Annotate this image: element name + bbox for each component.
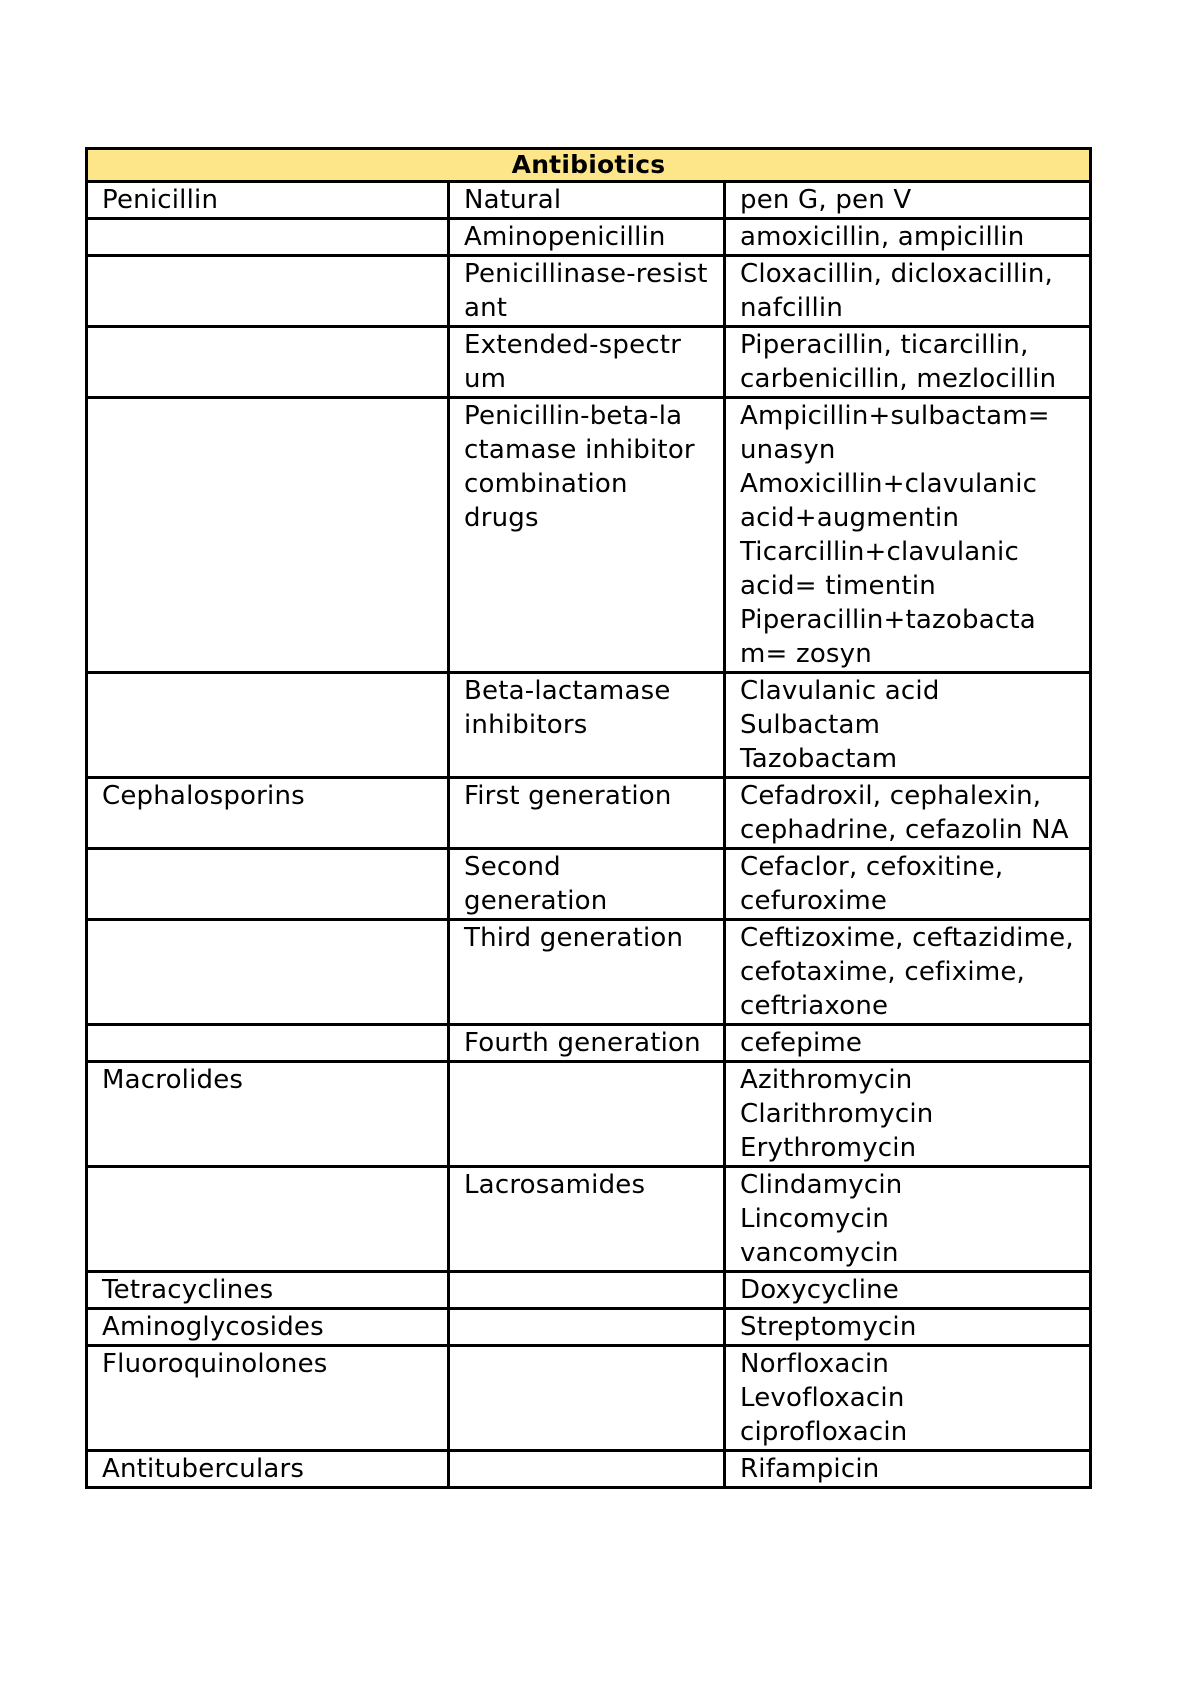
table-row: [87, 1309, 1091, 1346]
drug-subclass-cell: Natural: [449, 182, 725, 219]
drug-class-cell: [87, 256, 449, 327]
table-row: [87, 778, 1091, 849]
drug-example-line: Piperacillin, ticarcillin, carbenicillin, mezlocillin: [740, 330, 1057, 394]
table-body: [87, 182, 1091, 1488]
drug-subclass-cell: Penicillin-beta-la ctamase inhibitor combination drugs: [449, 398, 725, 673]
drug-example-line: Clavulanic acid: [740, 676, 940, 706]
drug-class-cell: Antituberculars: [87, 1451, 449, 1488]
drug-examples-cell: [725, 778, 1091, 849]
drug-class-cell: Fluoroquinolones: [87, 1346, 449, 1451]
drug-subclass-cell: Beta-lactamase inhibitors: [449, 673, 725, 778]
table-row: [87, 1025, 1091, 1062]
drug-class-cell: [87, 219, 449, 256]
drug-class-cell: Penicillin: [87, 182, 449, 219]
drug-examples-cell: [725, 219, 1091, 256]
drug-example-line: Cefaclor, cefoxitine, cefuroxime: [740, 852, 1004, 916]
drug-example-line: vancomycin: [740, 1238, 899, 1268]
table-row: [87, 1167, 1091, 1272]
drug-class-cell: [87, 327, 449, 398]
drug-class-cell: Macrolides: [87, 1062, 449, 1167]
drug-examples-cell: [725, 327, 1091, 398]
drug-example-line: Sulbactam: [740, 710, 881, 740]
drug-examples-cell: [725, 1346, 1091, 1451]
drug-example-line: Azithromycin: [740, 1065, 913, 1095]
drug-example-line: ciprofloxacin: [740, 1417, 908, 1447]
antibiotics-sheet: [85, 147, 1089, 1489]
drug-subclass-cell: [449, 1272, 725, 1309]
drug-example-line: Tazobactam: [740, 744, 898, 774]
drug-class-cell: [87, 1025, 449, 1062]
drug-example-line: Clarithromycin: [740, 1099, 934, 1129]
antibiotics-table: [85, 147, 1092, 1489]
drug-subclass-cell: First generation: [449, 778, 725, 849]
drug-subclass-cell: Second generation: [449, 849, 725, 920]
table-row: [87, 256, 1091, 327]
table-row: [87, 1272, 1091, 1309]
drug-examples-cell: [725, 1167, 1091, 1272]
drug-example-line: Rifampicin: [740, 1454, 880, 1484]
table-row: [87, 673, 1091, 778]
drug-subclass-cell: Penicillinase-resist ant: [449, 256, 725, 327]
drug-example-line: Ampicillin+sulbactam= unasyn: [740, 401, 1050, 465]
drug-examples-cell: [725, 1451, 1091, 1488]
drug-subclass-cell: [449, 1451, 725, 1488]
table-row: [87, 327, 1091, 398]
drug-example-line: Lincomycin: [740, 1204, 890, 1234]
drug-example-line: Doxycycline: [740, 1275, 899, 1305]
drug-subclass-cell: Extended-spectr um: [449, 327, 725, 398]
drug-example-line: Piperacillin+tazobacta m= zosyn: [740, 605, 1036, 669]
drug-examples-cell: [725, 256, 1091, 327]
drug-example-line: cefepime: [740, 1028, 863, 1058]
drug-example-line: Ticarcillin+clavulanic acid= timentin: [740, 537, 1019, 601]
drug-subclass-cell: [449, 1309, 725, 1346]
table-title: Antibiotics: [87, 149, 1091, 182]
drug-class-cell: Aminoglycosides: [87, 1309, 449, 1346]
table-row: [87, 219, 1091, 256]
table-row: [87, 849, 1091, 920]
drug-examples-cell: [725, 1025, 1091, 1062]
drug-examples-cell: [725, 182, 1091, 219]
drug-subclass-cell: [449, 1062, 725, 1167]
drug-example-line: Ceftizoxime, ceftazidime, cefotaxime, cefixime, ceftriaxone: [740, 923, 1074, 1021]
drug-examples-cell: [725, 849, 1091, 920]
drug-class-cell: Cephalosporins: [87, 778, 449, 849]
table-row: [87, 1346, 1091, 1451]
drug-examples-cell: [725, 673, 1091, 778]
drug-subclass-cell: Lacrosamides: [449, 1167, 725, 1272]
drug-class-cell: [87, 673, 449, 778]
drug-examples-cell: [725, 1272, 1091, 1309]
drug-subclass-cell: [449, 1346, 725, 1451]
drug-class-cell: [87, 1167, 449, 1272]
drug-subclass-cell: Aminopenicillin: [449, 219, 725, 256]
table-row: [87, 398, 1091, 673]
drug-subclass-cell: Fourth generation: [449, 1025, 725, 1062]
drug-example-line: amoxicillin, ampicillin: [740, 222, 1025, 252]
drug-examples-cell: [725, 398, 1091, 673]
drug-examples-cell: [725, 1309, 1091, 1346]
drug-examples-cell: [725, 1062, 1091, 1167]
drug-example-line: Cloxacillin, dicloxacillin, nafcillin: [740, 259, 1054, 323]
drug-example-line: Amoxicillin+clavulanic acid+augmentin: [740, 469, 1038, 533]
drug-example-line: Clindamycin: [740, 1170, 903, 1200]
drug-example-line: Norfloxacin: [740, 1349, 890, 1379]
drug-examples-cell: [725, 920, 1091, 1025]
drug-example-line: Streptomycin: [740, 1312, 917, 1342]
drug-example-line: Erythromycin: [740, 1133, 917, 1163]
drug-class-cell: [87, 398, 449, 673]
drug-example-line: pen G, pen V: [740, 185, 912, 215]
table-row: [87, 1062, 1091, 1167]
drug-class-cell: [87, 920, 449, 1025]
table-row: [87, 920, 1091, 1025]
drug-class-cell: [87, 849, 449, 920]
drug-class-cell: Tetracyclines: [87, 1272, 449, 1309]
drug-subclass-cell: Third generation: [449, 920, 725, 1025]
table-title-row: [87, 149, 1091, 182]
table-row: [87, 182, 1091, 219]
drug-example-line: Cefadroxil, cephalexin, cephadrine, cefazolin NA: [740, 781, 1069, 845]
drug-example-line: Levofloxacin: [740, 1383, 905, 1413]
table-row: [87, 1451, 1091, 1488]
